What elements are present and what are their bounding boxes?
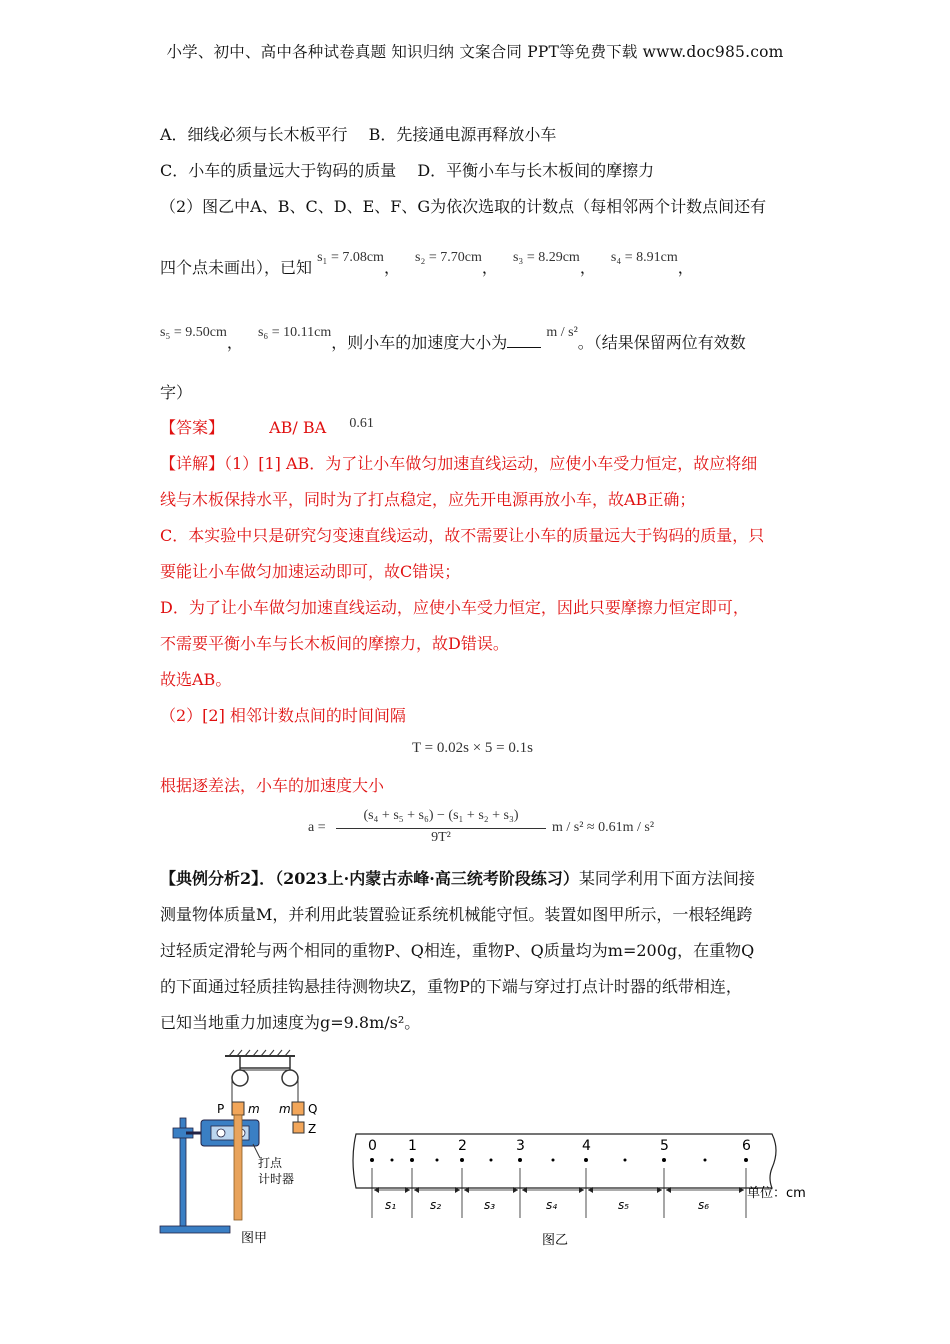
weight-P [232,1102,244,1115]
detail-text-1: （1）[1] AB．为了让小车做匀加速直线运动，应使小车受力恒定，故应将细 [224,454,758,473]
count-number: 1 [408,1138,417,1154]
example2-line-3: 过轻质定滑轮与两个相同的重物P、Q相连，重物P、Q质量均为m=200g，在重物Q [160,941,755,960]
tape-dot [391,1159,394,1162]
segment-label: s₆ [698,1198,710,1212]
detail-line-2: 线与木板保持水平，同时为了打点稳定，应先开电源再放小车，故AB正确； [160,490,696,509]
pulley-left [232,1070,248,1086]
s6-value: s₆ = 10.11cm [257,325,332,340]
answer-value-1: AB/ BA [269,418,327,437]
detail-line-8: （2）[2] 相邻计数点间的时间间隔 [160,706,406,725]
comma: ， [226,333,243,352]
block-Z [293,1122,304,1133]
answer-label: 【答案】 [160,418,225,437]
tape-dot [552,1159,555,1162]
detail-label: 【详解】 [160,454,225,473]
count-dot [460,1158,464,1162]
s1-value: s₁ = 7.08cm [317,250,384,265]
options-line-2: C．小车的质量远大于钩码的质量 D．平衡小车与长木板间的摩擦力 [160,161,655,180]
detail-line-9: 根据逐差法，小车的加速度大小 [160,776,385,795]
s4-value: s₄ = 8.91cm [610,250,678,265]
label-m-right: m [279,1102,291,1116]
part2-line-3 [160,325,746,355]
comma: ， [579,258,596,277]
example2-line-1 [160,869,755,889]
example2-line-2: 测量物体质量M，并利用此装置验证系统机械能守恒。装置如图甲所示，一根轻绳跨 [160,905,753,924]
detail-line-6: 不需要平衡小车与长木板间的摩擦力，故D错误。 [160,634,509,653]
timer-label-2: 计时器 [258,1172,295,1186]
detail-line-1 [160,454,757,474]
comma: ， [383,258,400,277]
comma: ， [481,258,498,277]
timer-label-1: 打点 [258,1156,283,1170]
tape-dot [624,1159,627,1162]
count-dot [662,1158,666,1162]
count-number: 2 [458,1138,467,1154]
caption-yi: 图乙 [542,1233,569,1248]
options-line-1: A．细线必须与长木板平行 B．先接通电源再释放小车 [160,125,557,144]
stand-base [160,1226,230,1233]
segment-label: s₄ [546,1198,558,1212]
count-number: 3 [516,1138,525,1154]
example2-source: ．（2023上·内蒙古赤峰·高三统考阶段练习） [259,869,579,888]
figure-tape [340,1120,840,1250]
answer-blank [507,333,541,348]
page-header: 小学、初中、高中各种试卷真题 知识归纳 文案合同 PPT等免费下载 www.doc985.com [166,43,784,61]
s3-value: s₃ = 8.29cm [512,250,580,265]
s2-value: s₂ = 7.70cm [415,250,482,265]
unit-ms2: m / s² [546,325,578,340]
count-number: 0 [368,1138,377,1154]
count-dot [584,1158,588,1162]
example2-line-4: 的下面通过轻质挂钩悬挂待测物块Z，重物P的下端与穿过打点计时器的纸带相连， [160,977,742,996]
weight-Q [292,1102,304,1115]
formula-a-lhs: a = [308,820,326,835]
formula-T: T = 0.02s × 5 = 0.1s [412,740,533,756]
label-P: P [217,1102,225,1116]
count-dot [518,1158,522,1162]
count-number: 6 [742,1138,751,1154]
tape-dot [704,1159,707,1162]
paper-tape [234,1115,242,1220]
detail-line-5: D．为了让小车做匀加速直线运动，应使小车受力恒定，因此只要摩擦力恒定即可， [160,598,749,617]
tape-dot [490,1159,493,1162]
count-dot [410,1158,414,1162]
formula-a-numerator: (s₄ + s₅ + s₆) − (s₁ + s₂ + s₃) [336,806,546,829]
formula-a-denominator: 9T² [431,830,451,845]
comma: ， [677,258,694,277]
answer-line [160,418,374,440]
segment-label: s₅ [618,1198,630,1212]
detail-line-7: 故选AB。 [160,670,232,689]
pulley-right [282,1070,298,1086]
part2-line-2-prefix: 四个点未画出），已知 [160,258,313,277]
label-Q: Q [308,1102,318,1116]
s5-value: s₅ = 9.50cm [160,325,227,340]
count-dot [370,1158,374,1162]
count-dot [744,1158,748,1162]
part2-line-3-mid: ，则小车的加速度大小为 [331,333,508,352]
count-number: 5 [660,1138,669,1154]
part2-line-2 [160,250,694,280]
answer-value-2: 0.61 [349,416,374,431]
detail-line-4: 要能让小车做匀加速运动即可，故C错误； [160,562,461,581]
example2-line-1-tail: 某同学利用下面方法间接 [578,869,755,888]
detail-line-3: C．本实验中只是研究匀变速直线运动，故不需要让小车的质量远大于钩码的质量，只 [160,526,765,545]
label-Z: Z [308,1122,317,1136]
tape-dot [436,1159,439,1162]
count-number: 4 [582,1138,591,1154]
part2-line-3-tail: 。（结果保留两位有效数 [577,333,746,352]
example2-line-5: 已知当地重力加速度为g=9.8m/s²。 [160,1013,421,1032]
segment-label: s₂ [430,1198,442,1212]
formula-a-rhs: m / s² ≈ 0.61m / s² [552,820,655,835]
figure-apparatus [155,1048,345,1248]
part2-line-4: 字） [160,383,193,402]
label-m-left: m [248,1102,260,1116]
segment-label: s₃ [484,1198,496,1212]
example2-label: 【典例分析2】 [160,869,260,888]
unit-label: 单位：cm [747,1186,806,1201]
part2-line-1: （2）图乙中A、B、C、D、E、F、G为依次选取的计数点（每相邻两个计数点间还有 [160,197,767,216]
segment-label: s₁ [385,1198,397,1212]
caption-jia: 图甲 [241,1231,268,1246]
